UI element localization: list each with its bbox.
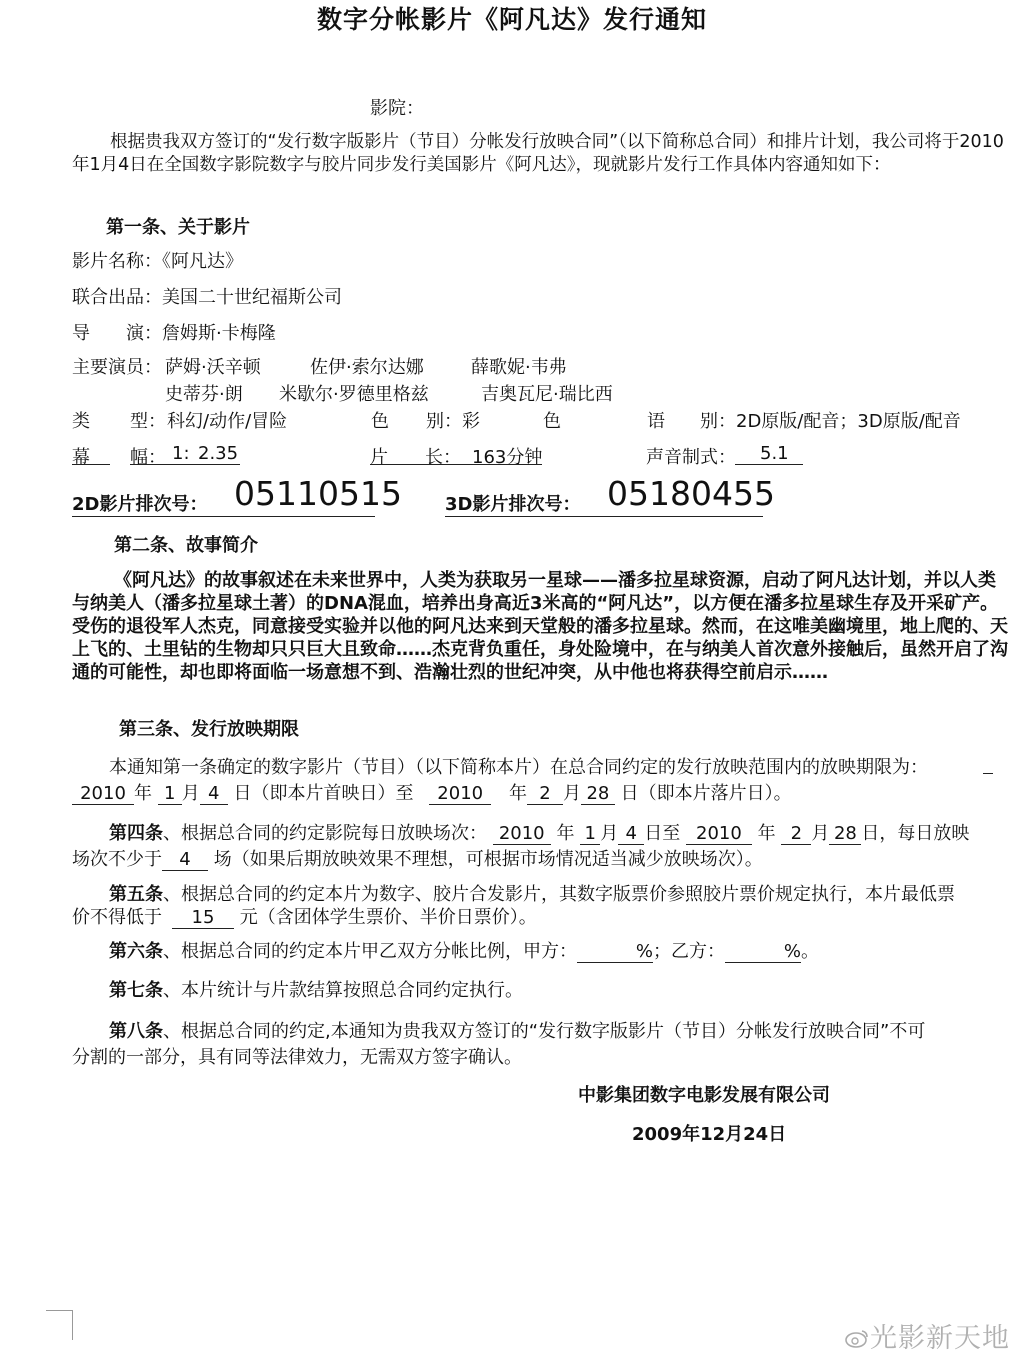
producer: 美国二十世纪福斯公司 [162,287,342,308]
article4-text: 日，每日放映 [861,823,970,844]
weibo-icon [845,1328,869,1348]
underline [130,464,240,465]
code-2d: 05110515 [234,474,402,513]
color-label-1: 色 [371,411,389,432]
year-char: 年 [757,823,776,844]
producer-label: 联合出品： [72,287,162,308]
month-char: 月 [600,823,619,844]
film-name-label: 影片名称： [72,251,162,272]
underline [370,464,542,465]
document-title: 数字分帐影片《阿凡达》发行通知 [316,5,707,34]
page-corner-mark [72,1310,73,1340]
genre-label-1: 类 [72,411,90,432]
year-char: 年 [134,783,152,804]
day-char: 日 [233,783,252,804]
watermark: 光影新天地 [870,1323,1010,1354]
year-char: 年 [508,783,527,804]
article6-line [109,937,819,963]
underline [72,464,110,465]
article7-label: 第七条 [109,980,163,1001]
sound-label: 声音制式： [646,447,736,468]
article6-text: 。 [801,941,819,962]
min-price: 15 [172,907,234,929]
end-year: 2010 [429,783,491,805]
language-label-2: 别： [700,411,736,432]
director-row [72,319,276,345]
article6-text: 、根据总合同的约定本片甲乙双方分帐比例，甲方： [163,941,577,962]
code-3d-field [445,474,775,517]
min-shows: 4 [162,849,208,871]
start-month: 1 [158,783,182,805]
month-char: 月 [562,783,581,804]
start-note: （即本片首映日）至 [251,783,414,804]
language-label-1: 语 [647,411,665,432]
article4-label: 第四条 [109,823,163,844]
code-2d-field [72,474,402,517]
article8-line2: 分割的一部分，具有同等法律效力，无需双方签字确认。 [72,1047,522,1068]
color-label-2: 别：彩 [426,411,480,432]
article4-text: 场（如果后期放映效果不理想，可根据市场情况适当减少放映场次）。 [213,849,763,870]
underline [735,464,803,465]
month-char: 月 [181,783,200,804]
length-label-1: 片 [370,447,388,468]
signature-date: 2009年12月24日 [632,1124,787,1145]
synopsis-paragraph: 《阿凡达》的故事叙述在未来世界中，人类为获取另一星球——潘多拉星球资源，启动了阿凡达计划，并以人类与纳美人（潘多拉星球土著）的DNA混血，培养出身高近3米高的“阿凡达”，以方便在潘多拉星球生存及开采矿产。受伤的退役军人杰克，同意接受实验并以他的阿凡达来到天堂般的潘多拉星球。然而，在这唯美幽境里，地上爬的、天上飞的、土里钻的生物却只只巨大且致命……杰克背负重任，身处险境中，在与纳美人首次意外接触后，虽然开启了沟通的可能性，却也即将面临一场意想不到、浩瀚壮烈的世纪冲突，从中他也将获得空前启示…… [72,570,1008,683]
cast-member: 吉奥瓦尼·瑞比西 [481,384,613,405]
director: 詹姆斯·卡梅隆 [162,323,276,344]
signature-company: 中影集团数字电影发展有限公司 [578,1085,830,1106]
article6-label: 第六条 [109,941,163,962]
article3-line1: 本通知第一条确定的数字影片（节目）（以下简称本片）在总合同约定的发行放映范围内的放映期限为： [109,757,928,778]
article5-text: 元（含团体学生票价、半价日票价）。 [239,907,537,928]
article4-start-day: 4 [618,823,644,845]
article4-text: 场次不少于 [72,849,162,870]
end-day: 28 [581,783,615,805]
article3-heading: 第三条、发行放映期限 [119,719,299,740]
month-char: 月 [811,823,830,844]
party-b-share: % [725,941,801,963]
genre-label-2: 型： [130,411,166,432]
length: 163分钟 [472,447,543,468]
article2-heading: 第二条、故事简介 [114,535,258,556]
code-3d: 05180455 [607,474,775,513]
article4-start-year: 2010 [493,823,551,845]
article4-start-month: 1 [580,823,600,845]
article5-label: 第五条 [109,884,163,905]
film-name-row [72,247,243,273]
ratio-a: 1: [172,443,190,464]
ratio-label-1: 幕 [72,447,90,468]
intro-paragraph: 根据贵我双方签订的“发行数字版影片（节目）分帐发行放映合同”（以下简称总合同）和排片计划，我公司将于2010年1月4日在全国数字影院数字与胶片同步发行美国影片《阿凡达》，现就影片发行工作具体内容通知如下： [72,132,1004,175]
page-corner-mark [46,1310,72,1311]
director-label-1: 导 [72,323,90,344]
article4-end-day: 28 [829,823,861,845]
cast-member: 佐伊·索尔达娜 [310,357,424,378]
underline [983,773,993,774]
day-char: 日 [620,783,639,804]
article1-heading: 第一条、关于影片 [106,217,250,238]
party-a-share: % [577,941,653,963]
article8-label: 第八条 [109,1021,163,1042]
article4-end-year: 2010 [686,823,752,845]
article8-line1 [109,1017,925,1043]
article4-line2 [72,845,763,871]
end-month: 2 [527,783,563,805]
cast-label: 主要演员： [72,357,162,378]
ratio-label-2: 幅： [130,447,166,468]
film-name: 《阿凡达》 [162,251,243,272]
sound: 5.1 [760,443,789,464]
article3-dates [72,779,792,805]
article8-text: 、根据总合同的约定,本通知为贵我双方签订的“发行数字版影片（节目）分帐发行放映合同”不可 [163,1021,926,1042]
cast-member: 史蒂芬·朗 [165,384,243,405]
ratio-b: 2.35 [198,443,239,464]
producer-row [72,283,342,309]
start-year: 2010 [72,783,134,805]
article6-text: ；乙方： [653,941,725,962]
start-day: 4 [200,783,228,805]
article7-text: 、本片统计与片款结算按照总合同约定执行。 [163,980,523,1001]
cast-member: 米歇尔·罗德里格兹 [279,384,429,405]
length-label-2: 长： [425,447,461,468]
article5-text: 价不得低于 [72,907,162,928]
color-value: 色 [543,411,561,432]
article4-line1 [109,819,969,845]
code-3d-label: 3D影片排次号： [445,494,581,515]
code-2d-label: 2D影片排次号： [72,494,208,515]
article4-text: 、根据总合同的约定影院每日放映场次： [163,823,487,844]
article7-line [109,976,523,1002]
article5-line2 [72,903,537,929]
article4-mid: 日至 [644,823,681,844]
cast-member: 萨姆·沃辛顿 [165,357,261,378]
genre: 科幻/动作/冒险 [167,411,288,432]
year-char: 年 [556,823,575,844]
article5-text: 、根据总合同的约定本片为数字、胶片合发影片，其数字版票价参照胶片票价规定执行，本片最低票 [163,884,955,905]
end-note: （即本片落片日）。 [638,783,792,804]
language: 2D原版/配音；3D原版/配音 [736,411,961,432]
cinema-label: 影院： [370,98,424,119]
article4-end-month: 2 [781,823,811,845]
director-label-2: 演： [126,323,162,344]
cast-member: 薛歌妮·韦弗 [471,357,567,378]
